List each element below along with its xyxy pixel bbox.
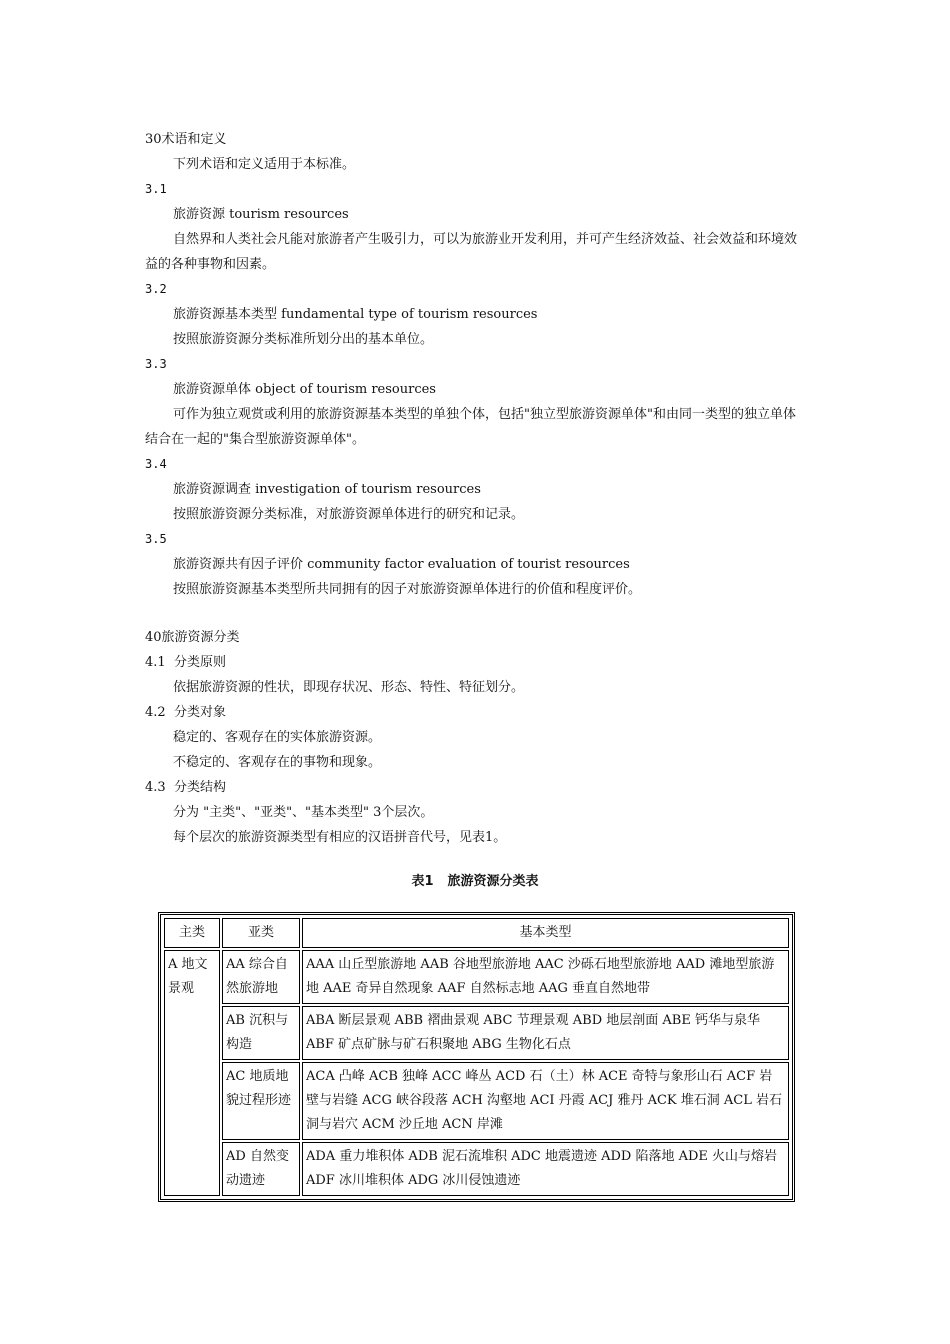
term-3-4-title: 旅游资源调查 investigation of tourism resources	[173, 482, 481, 497]
document-body	[145, 127, 805, 850]
table-row	[164, 1062, 789, 1140]
section-4-title: 40旅游资源分类	[145, 630, 240, 645]
section-4-3-body-2: 每个层次的旅游资源类型有相应的汉语拼音代号，见表1。	[173, 830, 507, 845]
term-3-2-number: 3.2	[145, 282, 167, 296]
term-3-3-title: 旅游资源单体 object of tourism resources	[173, 382, 436, 397]
term-3-5-title: 旅游资源共有因子评价 community factor evaluation of tourist resources	[173, 557, 630, 572]
section-4-1-body: 依据旅游资源的性状，即现存状况、形态、特性、特征划分。	[173, 680, 525, 695]
term-3-4-number: 3.4	[145, 457, 167, 471]
section-4-2-body-2: 不稳定的、客观存在的事物和现象。	[173, 755, 382, 770]
basic-types-cell: ADA 重力堆积体 ADB 泥石流堆积 ADC 地震遗迹 ADD 陷落地 ADE 火山与熔岩 ADF 冰川堆积体 ADG 冰川侵蚀遗迹	[302, 1142, 789, 1196]
basic-types-cell: ABA 断层景观 ABB 褶曲景观 ABC 节理景观 ABD 地层剖面 ABE 钙华与泉华 ABF 矿点矿脉与矿石积聚地 ABG 生物化石点	[302, 1006, 789, 1060]
section-4-2-heading: 4.2 分类对象	[145, 705, 226, 720]
main-class-cell: A 地文景观	[164, 950, 220, 1196]
term-3-1-definition: 自然界和人类社会凡能对旅游者产生吸引力，可以为旅游业开发利用，并可产生经济效益、社会效益和环境效益的各种事物和因素。	[145, 232, 798, 272]
term-3-5-definition: 按照旅游资源基本类型所共同拥有的因子对旅游资源单体进行的价值和程度评价。	[173, 582, 642, 597]
term-3-3-number: 3.3	[145, 357, 167, 371]
sub-class-cell: AD 自然变动遗迹	[222, 1142, 300, 1196]
header-sub-class: 亚类	[222, 918, 300, 948]
section-4-3-heading: 4.3 分类结构	[145, 780, 226, 795]
section-3-title: 30术语和定义	[145, 132, 227, 147]
term-3-5-number: 3.5	[145, 532, 167, 546]
table-caption	[0, 870, 950, 889]
section-4-1-heading: 4.1 分类原则	[145, 655, 226, 670]
header-basic-type: 基本类型	[302, 918, 789, 948]
sub-class-cell: AA 综合自然旅游地	[222, 950, 300, 1004]
sub-class-cell: AC 地质地貌过程形迹	[222, 1062, 300, 1140]
section-4-2-body-1: 稳定的、客观存在的实体旅游资源。	[173, 730, 382, 745]
section-3-intro: 下列术语和定义适用于本标准。	[173, 157, 356, 172]
section-4-3-body-1: 分为 "主类"、"亚类"、"基本类型" 3个层次。	[173, 805, 434, 820]
basic-types-cell: ACA 凸峰 ACB 独峰 ACC 峰丛 ACD 石（土）林 ACE 奇特与象形山石 ACF 岩壁与岩缝 ACG 峡谷段落 ACH 沟壑地 ACI 丹霞 ACJ 雅丹 ACK 堆石洞 ACL 岩石洞与岩穴 ACM 沙丘地 ACN 岸滩	[302, 1062, 789, 1140]
table-row	[164, 1142, 789, 1196]
table-row	[164, 950, 789, 1004]
term-3-1-title: 旅游资源 tourism resources	[173, 207, 349, 222]
term-3-2-title: 旅游资源基本类型 fundamental type of tourism resources	[173, 307, 538, 322]
table-caption-title: 旅游资源分类表	[447, 874, 539, 889]
term-3-3-definition: 可作为独立观赏或利用的旅游资源基本类型的单独个体，包括"独立型旅游资源单体"和由同一类型的独立单体结合在一起的"集合型旅游资源单体"。	[145, 407, 796, 447]
term-3-4-definition: 按照旅游资源分类标准，对旅游资源单体进行的研究和记录。	[173, 507, 525, 522]
header-main-class: 主类	[164, 918, 220, 948]
classification-table	[158, 912, 795, 1202]
table-header-row	[164, 918, 789, 948]
term-3-1-number: 3.1	[145, 182, 167, 196]
sub-class-cell: AB 沉积与构造	[222, 1006, 300, 1060]
table-row	[164, 1006, 789, 1060]
term-3-2-definition: 按照旅游资源分类标准所划分出的基本单位。	[173, 332, 434, 347]
table-caption-number: 表1	[411, 874, 434, 889]
basic-types-cell: AAA 山丘型旅游地 AAB 谷地型旅游地 AAC 沙砾石地型旅游地 AAD 滩地型旅游地 AAE 奇异自然现象 AAF 自然标志地 AAG 垂直自然地带	[302, 950, 789, 1004]
